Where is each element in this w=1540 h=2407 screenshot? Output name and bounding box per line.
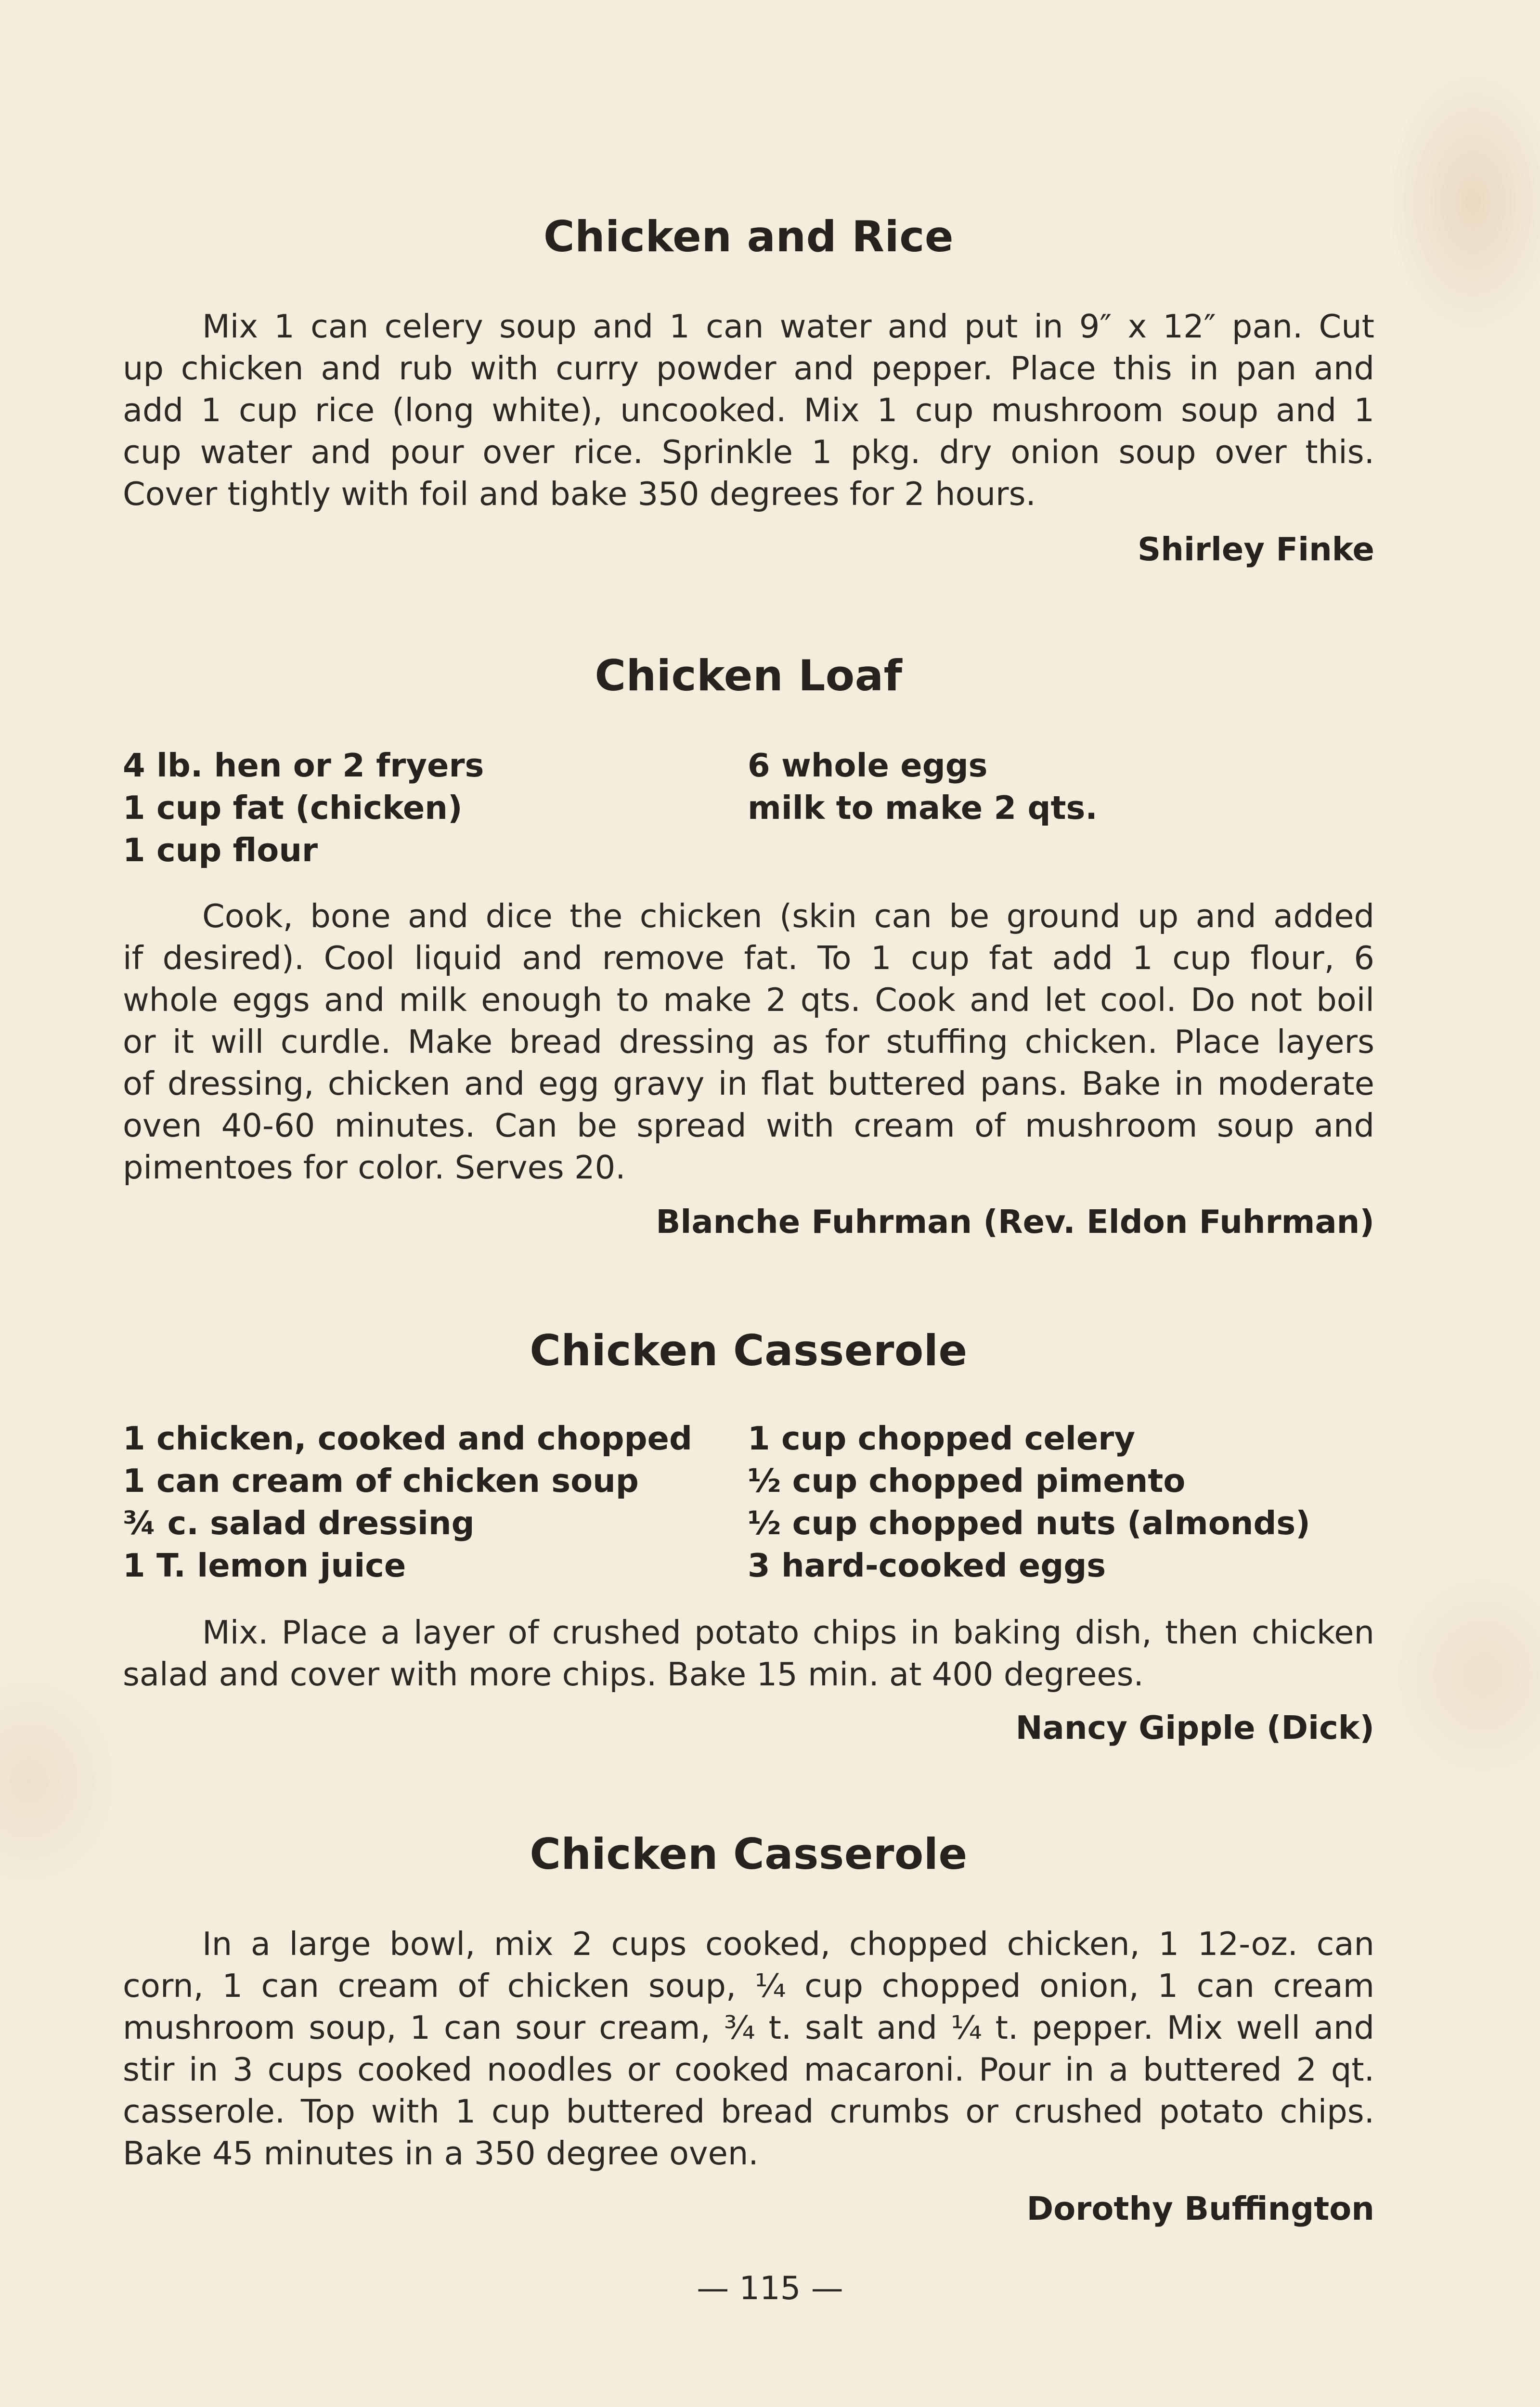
ingredients-left-chicken-loaf	[123, 744, 484, 871]
text-line: of dressing, chicken and egg gravy in flat buttered pans. Bake in moderate	[123, 1065, 1374, 1102]
ingredient-item: 3 hard-cooked eggs	[748, 1547, 1106, 1584]
text-line: corn, 1 can cream of chicken soup, ¼ cup chopped onion, 1 can cream	[123, 1967, 1374, 2005]
text-line: mushroom soup, 1 can sour cream, ¾ t. salt and ¼ t. pepper. Mix well and	[123, 2009, 1374, 2046]
page-number: — 115 —	[697, 2269, 843, 2307]
page-content	[123, 0, 1374, 2407]
text-line: if desired). Cool liquid and remove fat. To 1 cup fat add 1 cup flour, 6	[123, 939, 1374, 977]
recipe-author-dorothy-buffington: Dorothy Buffington	[1026, 2190, 1374, 2227]
recipe-instructions-chicken-casserole-2	[123, 1923, 1374, 2174]
recipe-title-chicken-and-rice: Chicken and Rice	[543, 212, 954, 261]
ingredient-item: 1 cup flour	[123, 831, 318, 869]
recipe-title-chicken-casserole-1: Chicken Casserole	[530, 1326, 968, 1375]
ingredient-item: 1 cup fat (chicken)	[123, 789, 463, 827]
recipe-author-blanche-fuhrman: Blanche Fuhrman (Rev. Eldon Fuhrman)	[656, 1203, 1374, 1241]
text-line: add 1 cup rice (long white), uncooked. Mix 1 cup mushroom soup and 1	[123, 391, 1374, 429]
ingredients-right-chicken-loaf	[748, 744, 1098, 829]
text-line: Mix. Place a layer of crushed potato chips in baking dish, then chicken	[202, 1614, 1374, 1651]
text-line: up chicken and rub with curry powder and pepper. Place this in pan and	[123, 349, 1374, 387]
ingredient-item: 1 cup chopped celery	[748, 1420, 1136, 1457]
text-line: Bake 45 minutes in a 350 degree oven.	[123, 2135, 759, 2172]
recipe-instructions-chicken-and-rice	[123, 306, 1374, 515]
ingredient-item: 1 can cream of chicken soup	[123, 1462, 639, 1500]
text-line: In a large bowl, mix 2 cups cooked, chopped chicken, 1 12-oz. can	[202, 1925, 1374, 1963]
recipe-author-nancy-gipple: Nancy Gipple (Dick)	[1015, 1709, 1374, 1747]
text-line: Cover tightly with foil and bake 350 degrees for 2 hours.	[123, 475, 1036, 513]
text-line: pimentoes for color. Serves 20.	[123, 1149, 626, 1186]
ingredient-item: 6 whole eggs	[748, 747, 988, 784]
text-line: or it will curdle. Make bread dressing as for stuffing chicken. Place layers	[123, 1023, 1374, 1061]
text-line: Mix 1 can celery soup and 1 can water and put in 9″ x 12″ pan. Cut	[202, 308, 1374, 345]
text-line: whole eggs and milk enough to make 2 qts. Cook and let cool. Do not boil	[123, 981, 1374, 1019]
ingredient-item: milk to make 2 qts.	[748, 789, 1098, 827]
text-line: cup water and pour over rice. Sprinkle 1 pkg. dry onion soup over this.	[123, 433, 1374, 471]
text-line: Cook, bone and dice the chicken (skin can be ground up and added	[202, 897, 1374, 935]
text-line: oven 40-60 minutes. Can be spread with cream of mushroom soup and	[123, 1107, 1374, 1144]
text-line: casserole. Top with 1 cup buttered bread crumbs or crushed potato chips.	[123, 2093, 1374, 2130]
ingredient-item: ½ cup chopped nuts (almonds)	[748, 1504, 1310, 1542]
ingredient-item: ¾ c. salad dressing	[123, 1504, 475, 1542]
ingredient-item: ½ cup chopped pimento	[748, 1462, 1186, 1500]
ingredient-item: 4 lb. hen or 2 fryers	[123, 747, 484, 784]
ingredient-item: 1 chicken, cooked and chopped	[123, 1420, 692, 1457]
recipe-title-chicken-loaf: Chicken Loaf	[595, 651, 903, 700]
recipe-author-shirley-finke: Shirley Finke	[1138, 531, 1374, 568]
text-line: salad and cover with more chips. Bake 15 min. at 400 degrees.	[123, 1656, 1144, 1693]
recipe-instructions-chicken-casserole-1	[123, 1612, 1374, 1695]
ingredient-item: 1 T. lemon juice	[123, 1547, 406, 1584]
text-line: stir in 3 cups cooked noodles or cooked macaroni. Pour in a buttered 2 qt.	[123, 2051, 1374, 2088]
recipe-title-chicken-casserole-2: Chicken Casserole	[530, 1829, 968, 1879]
ingredients-left-chicken-casserole	[123, 1417, 692, 1587]
recipe-instructions-chicken-loaf	[123, 895, 1374, 1189]
ingredients-right-chicken-casserole	[748, 1417, 1310, 1587]
